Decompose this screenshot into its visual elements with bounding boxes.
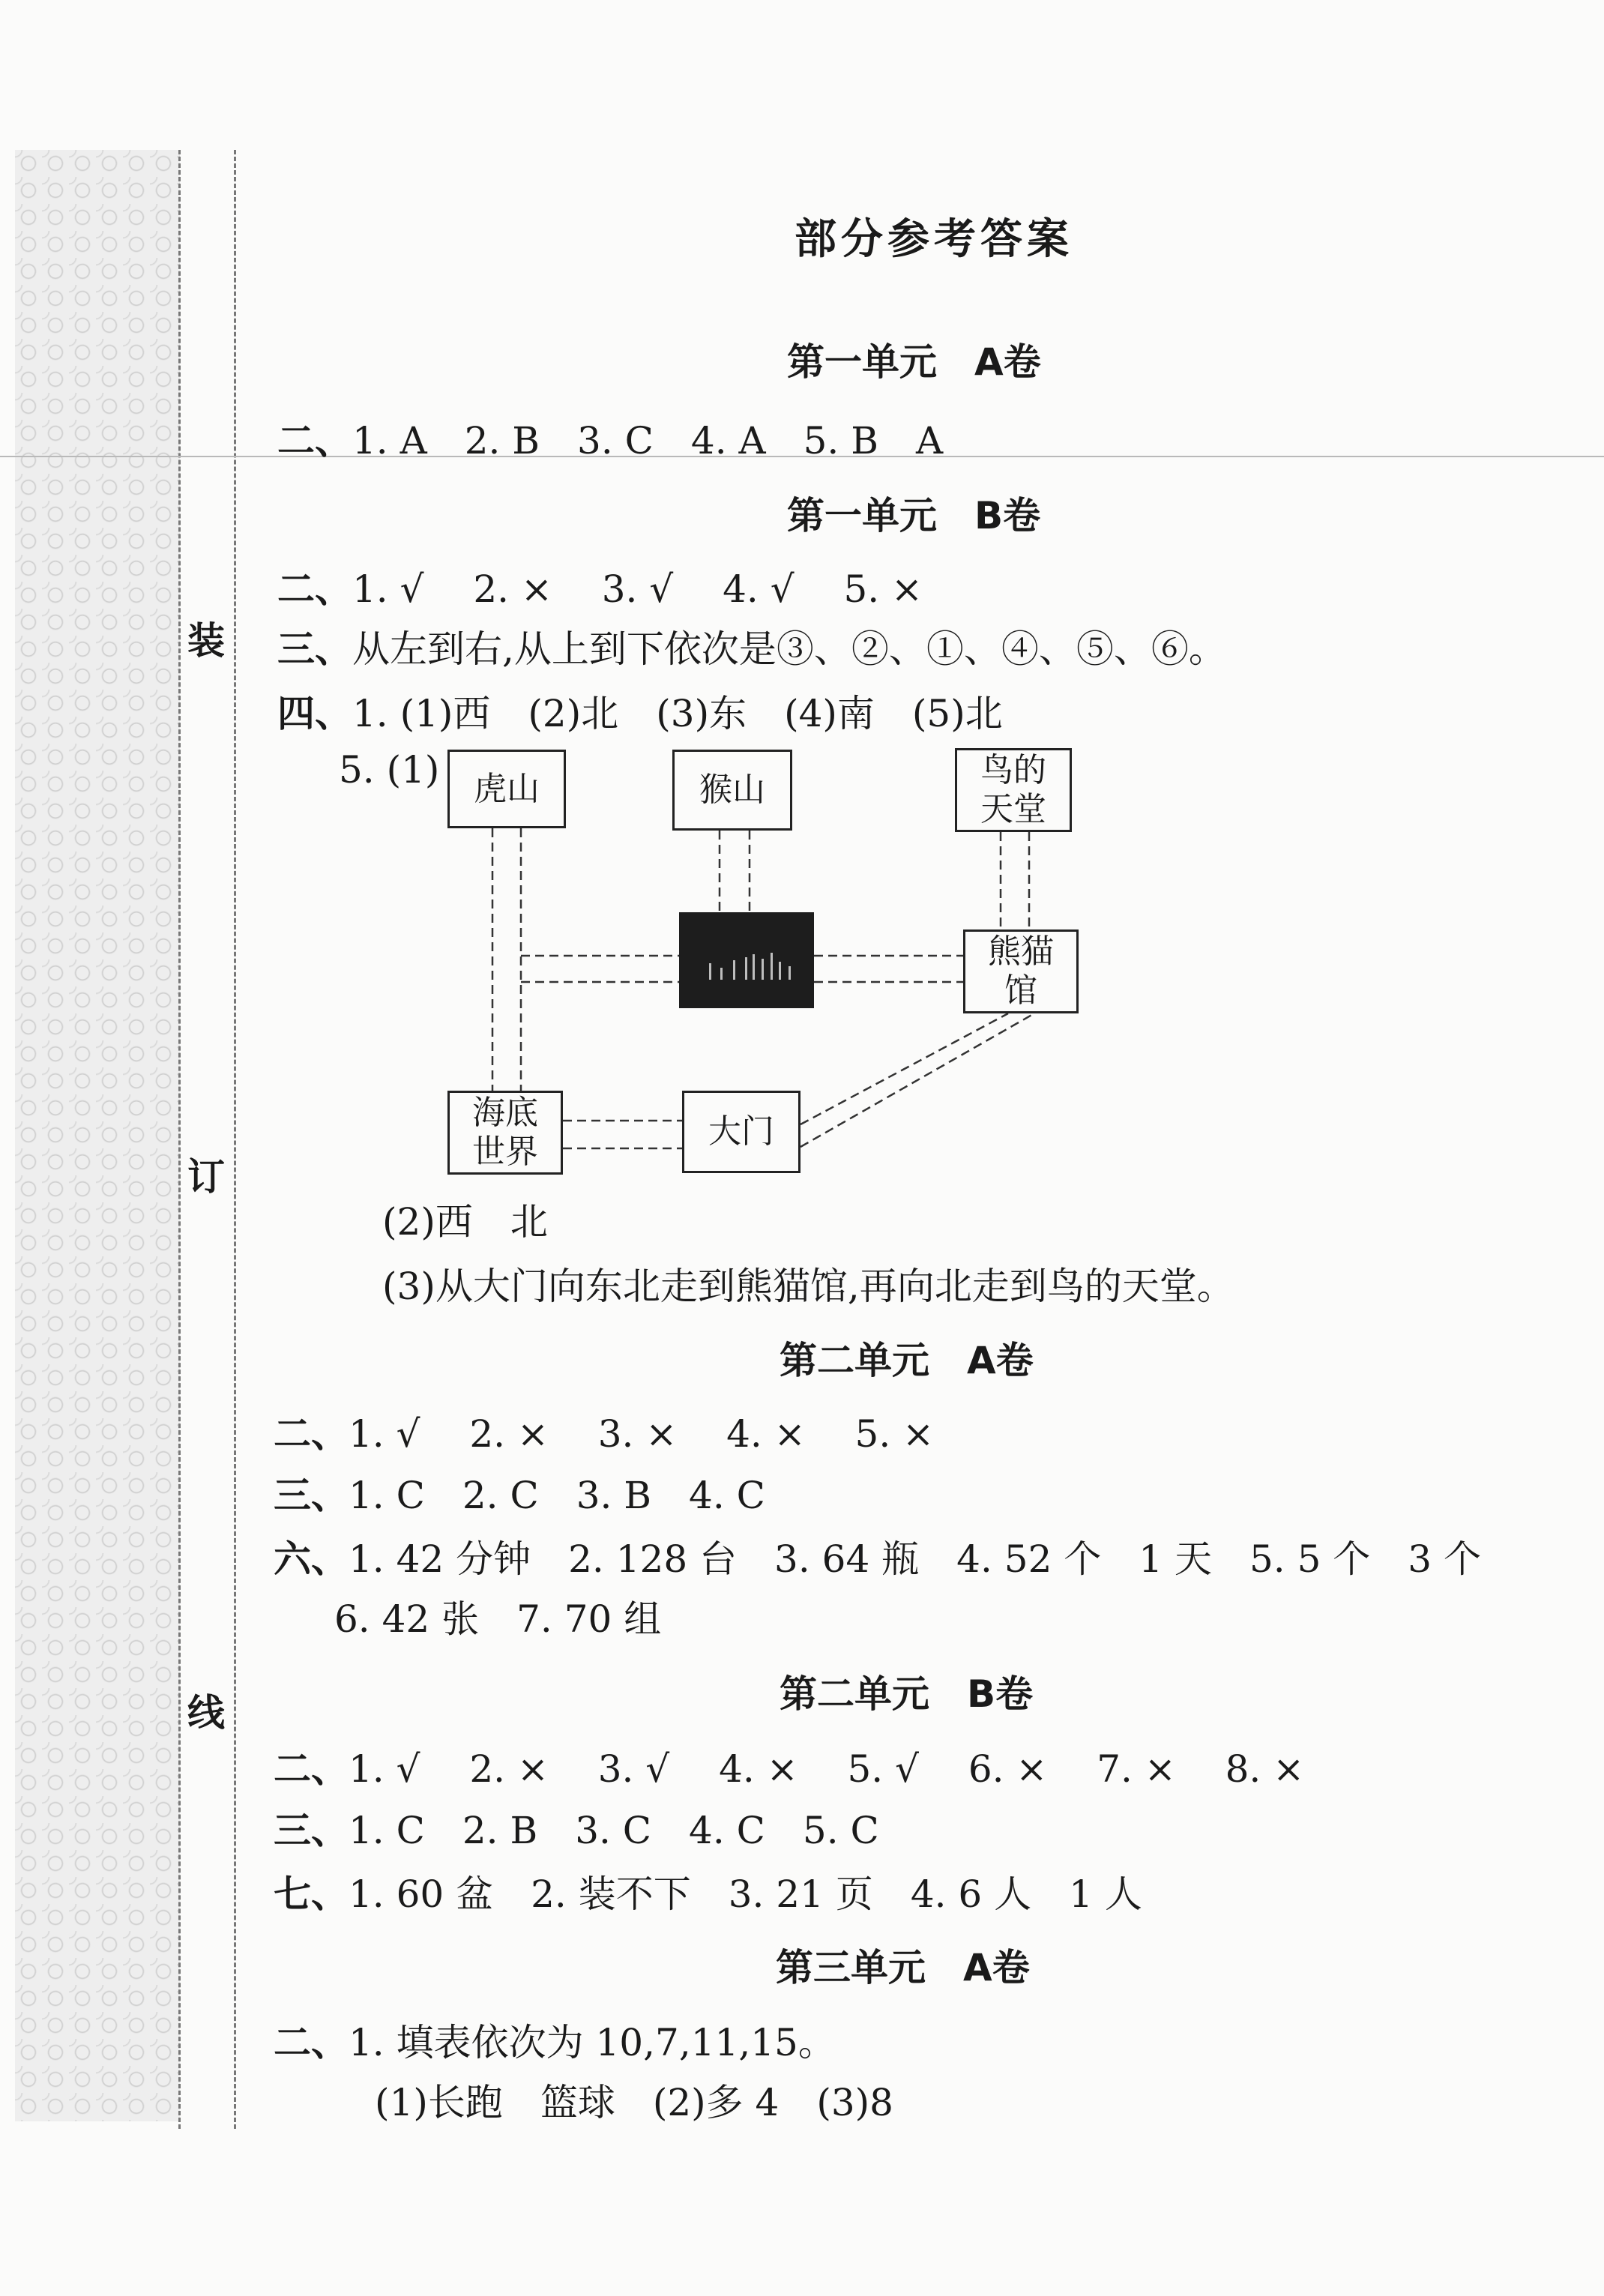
question-label: 六、	[274, 1537, 349, 1581]
answer-line	[382, 1192, 548, 1246]
map-panda-house: 熊猫 馆	[963, 929, 1079, 1013]
binding-char-ding: 订	[187, 1155, 225, 1199]
answer-text: 1. A 2. B 3. C 4. A 5. B A	[352, 419, 944, 462]
answer-text: 1. C 2. C 3. B 4. C	[349, 1474, 765, 1517]
answer-text: 从左到右,从上到下依次是③、②、①、④、⑤、⑥。	[352, 627, 1226, 671]
answer-text: 1. √ 2. × 3. × 4. × 5. ×	[349, 1412, 935, 1456]
answer-line	[334, 1589, 661, 1643]
answer-text: 1. √ 2. × 3. √ 4. √ 5. ×	[352, 567, 923, 611]
answer-line	[382, 1256, 1234, 1310]
answer-text: 5. (1)	[339, 748, 440, 792]
answer-text: 1. 填表依次为 10,7,11,15。	[349, 2021, 836, 2064]
answer-text: 1. (1)西 (2)北 (3)东 (4)南 (5)北	[352, 692, 1003, 735]
answer-text: (2)西 北	[382, 1200, 548, 1244]
section-heading: 第三单元 A卷	[776, 1946, 1030, 1989]
question-label: 二、	[274, 1412, 349, 1456]
answer-text: 1. 60 盆 2. 装不下 3. 21 页 4. 6 人 1 人	[349, 1872, 1142, 1916]
answer-line	[274, 1529, 1481, 1583]
map-monkey-mountain: 猴山	[672, 750, 792, 831]
map-bird-paradise: 鸟的 天堂	[955, 748, 1072, 832]
map-tiger-mountain: 虎山	[447, 750, 566, 828]
answer-line	[274, 1864, 1142, 1918]
section-heading: 第一单元 B卷	[787, 494, 1041, 537]
question-label: 二、	[277, 567, 352, 611]
binding-char-zhuang: 装	[187, 619, 225, 663]
answer-line	[375, 2073, 893, 2127]
answer-text: 1. √ 2. × 3. √ 4. × 5. √ 6. × 7. × 8. ×	[349, 1747, 1305, 1791]
question-label: 四、	[277, 692, 352, 735]
answer-text: 1. C 2. B 3. C 4. C 5. C	[349, 1809, 879, 1852]
question-label: 三、	[274, 1809, 349, 1852]
path-gate-panda-a	[801, 1013, 1008, 1124]
map-ocean-world: 海底 世界	[447, 1091, 563, 1175]
question-label: 二、	[274, 1747, 349, 1791]
answer-line	[274, 1465, 765, 1519]
answer-line	[274, 2013, 836, 2067]
answer-text: (3)从大门向东北走到熊猫馆,再向北走到鸟的天堂。	[382, 1265, 1234, 1308]
binding-char-xian: 线	[187, 1691, 225, 1735]
section-heading: 第二单元 A卷	[780, 1339, 1034, 1382]
answer-text: 6. 42 张 7. 70 组	[334, 1597, 662, 1641]
center-scan-patch	[679, 912, 814, 1008]
section-heading: 第二单元 B卷	[780, 1672, 1034, 1716]
question-label: 二、	[274, 2021, 349, 2064]
section-heading: 第一单元 A卷	[787, 340, 1041, 384]
answer-line	[274, 1404, 934, 1458]
answer-text: (1)长跑 篮球 (2)多 4 (3)8	[375, 2081, 893, 2124]
answer-text: 1. 42 分钟 2. 128 台 3. 64 瓶 4. 52 个 1 天 5. 5 个 3 个	[349, 1537, 1481, 1581]
question-label: 七、	[274, 1872, 349, 1916]
answer-line	[274, 1801, 879, 1854]
map-gate: 大门	[682, 1091, 801, 1173]
question-label: 三、	[277, 627, 352, 671]
question-label: 三、	[274, 1474, 349, 1517]
page-title: 部分参考答案	[795, 215, 1073, 264]
question-label: 二、	[277, 419, 352, 462]
answer-line	[274, 1739, 1304, 1793]
path-gate-panda-b	[801, 1013, 1034, 1147]
